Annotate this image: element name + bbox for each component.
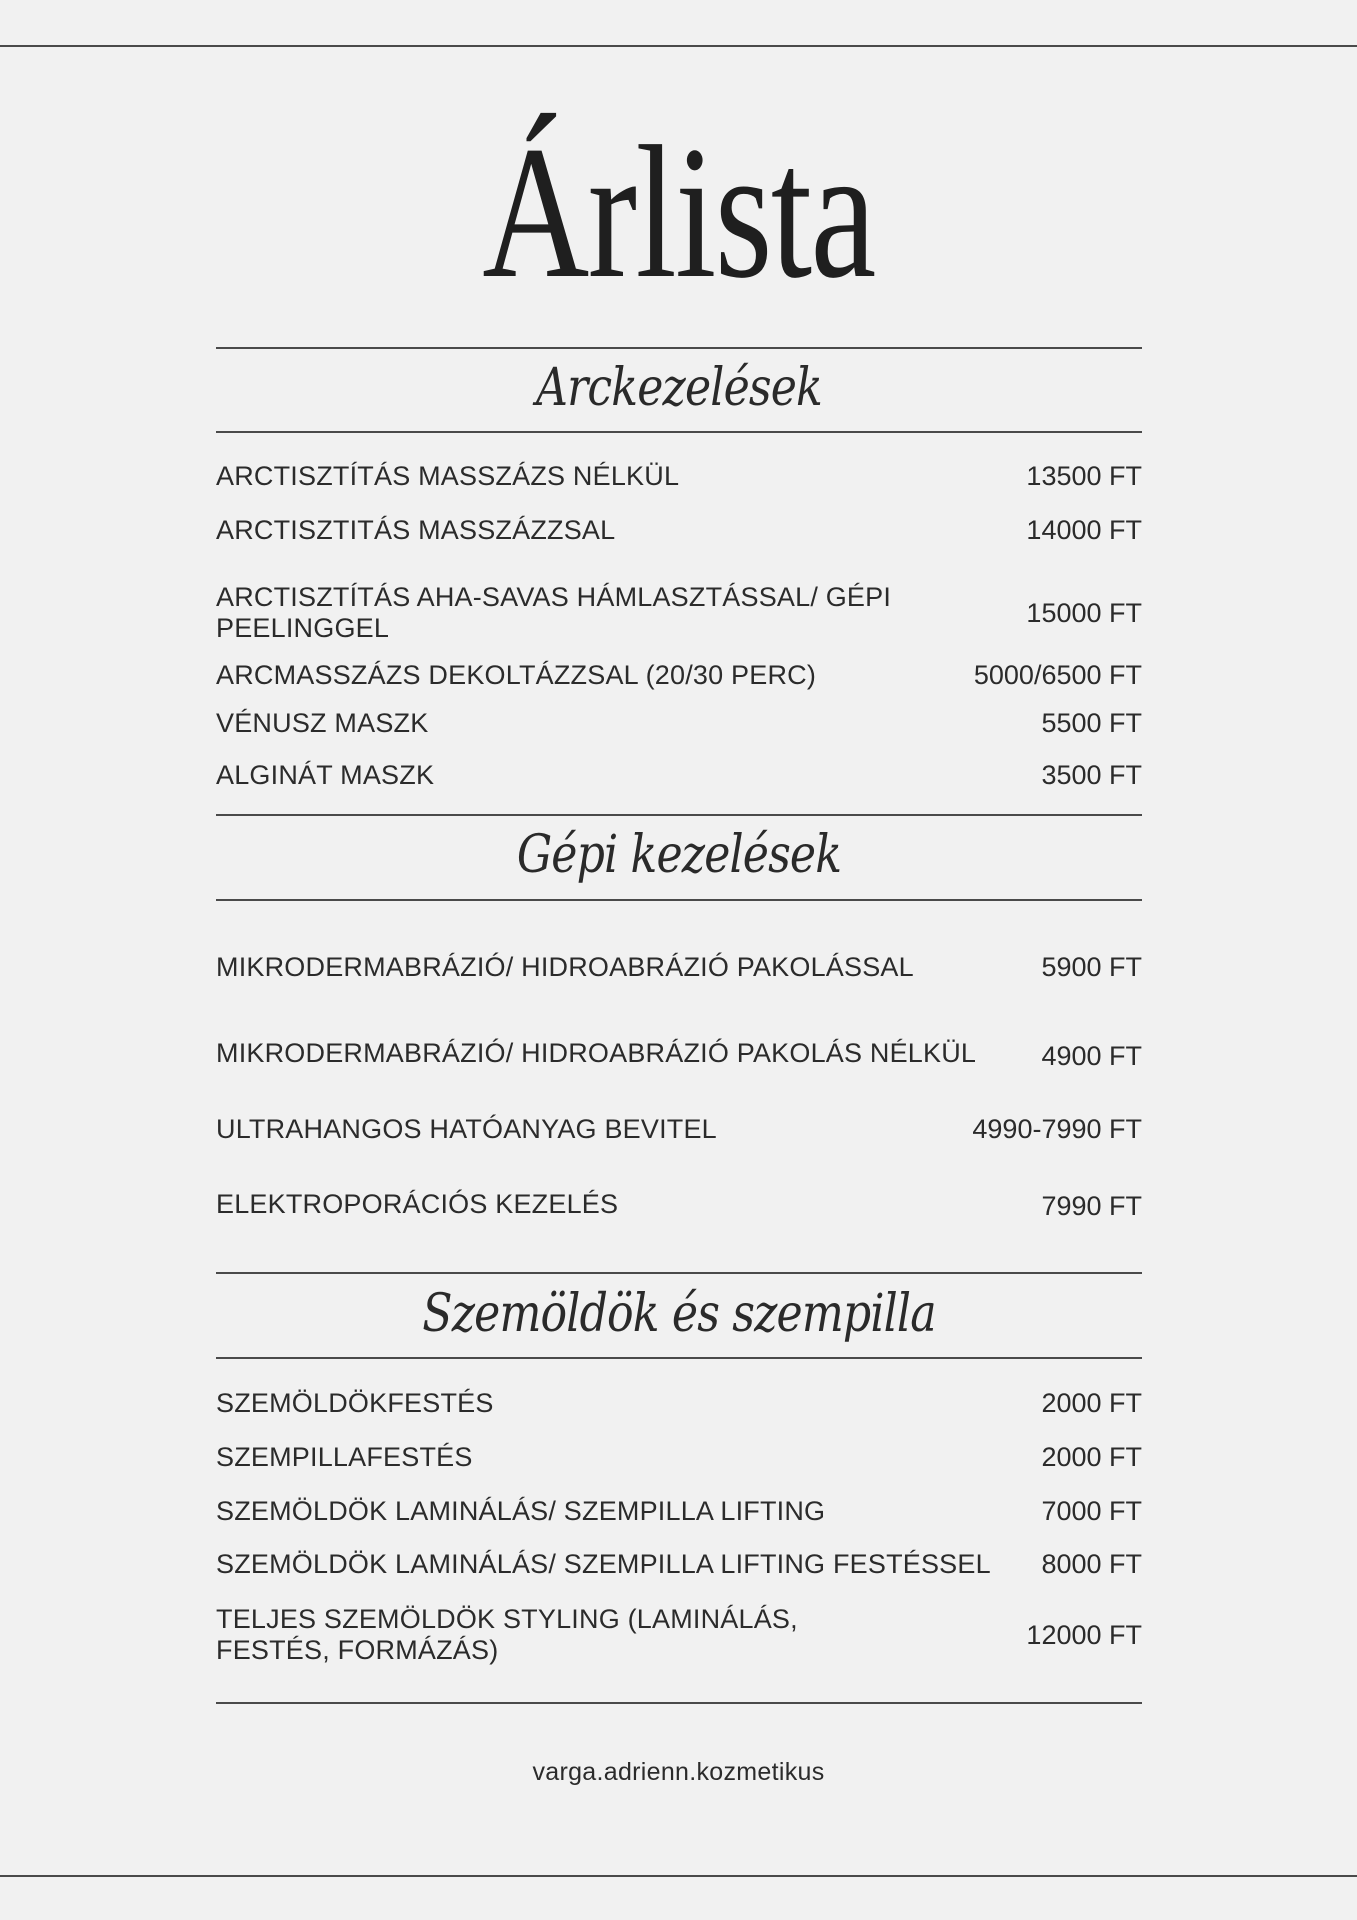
service-price: 7000 FT (1041, 1496, 1142, 1526)
service-name: ALGINÁT MASZK (216, 760, 435, 790)
section-divider (216, 814, 1142, 816)
price-row (216, 1388, 1142, 1419)
service-name: SZEMPILLAFESTÉS (216, 1442, 473, 1472)
price-row (216, 708, 1142, 739)
service-name: ARCMASSZÁZS DEKOLTÁZZSAL (20/30 PERC) (216, 660, 817, 690)
section-divider (216, 431, 1142, 433)
service-name: ELEKTROPORÁCIÓS KEZELÉS (216, 1189, 619, 1219)
bottom-border-rule (0, 1875, 1357, 1877)
service-name: MIKRODERMABRÁZIÓ/ HIDROABRÁZIÓ PAKOLÁS NÉLKÜL (216, 1038, 977, 1068)
service-price: 14000 FT (1026, 515, 1142, 545)
service-name: TELJES SZEMÖLDÖK STYLING (LAMINÁLÁS, FESTÉS, FORMÁZÁS) (216, 1604, 798, 1665)
service-name: ARCTISZTÍTÁS AHA-SAVAS HÁMLASZTÁSSAL/ GÉPI PEELINGGEL (216, 582, 892, 643)
section-divider (216, 347, 1142, 349)
service-name: ULTRAHANGOS HATÓANYAG BEVITEL (216, 1114, 717, 1144)
price-row (216, 1114, 1142, 1145)
service-price: 5000/6500 FT (973, 660, 1142, 690)
service-price: 3500 FT (1041, 760, 1142, 790)
price-row (216, 1442, 1142, 1473)
service-price: 5900 FT (1041, 952, 1142, 982)
service-name: ARCTISZTÍTÁS MASSZÁZS NÉLKÜL (216, 461, 680, 491)
service-name: SZEMÖLDÖKFESTÉS (216, 1388, 494, 1418)
bottom-divider (216, 1702, 1142, 1704)
section-title-gepi-kezelesek: Gépi kezelések (516, 825, 842, 885)
price-row (216, 760, 1142, 791)
price-row (216, 1604, 1142, 1666)
price-row (216, 1035, 1142, 1072)
page-title: Árlista (482, 108, 875, 318)
service-price: 5500 FT (1041, 708, 1142, 738)
price-row (216, 1496, 1142, 1527)
section-title-arckezelesek: Arckezelések (536, 358, 822, 418)
price-row (216, 461, 1142, 492)
service-name: SZEMÖLDÖK LAMINÁLÁS/ SZEMPILLA LIFTING (216, 1496, 826, 1526)
service-price: 12000 FT (1026, 1619, 1142, 1650)
section-divider (216, 1272, 1142, 1274)
section-title-szemoldok-es-szempilla: Szemöldök és szempilla (422, 1284, 936, 1344)
service-price: 4900 FT (1041, 1041, 1142, 1071)
top-border-rule (0, 45, 1357, 47)
instagram-handle: varga.adrienn.kozmetikus (532, 1758, 825, 1786)
service-price: 2000 FT (1041, 1442, 1142, 1472)
price-row (216, 515, 1142, 546)
price-row (216, 660, 1142, 691)
section-divider (216, 899, 1142, 901)
price-row (216, 1549, 1142, 1580)
service-price: 15000 FT (1026, 597, 1142, 628)
service-name: ARCTISZTITÁS MASSZÁZZSAL (216, 515, 616, 545)
service-name: SZEMÖLDÖK LAMINÁLÁS/ SZEMPILLA LIFTING FESTÉSSEL (216, 1549, 991, 1579)
price-row (216, 952, 1142, 983)
service-price: 2000 FT (1041, 1388, 1142, 1418)
section-divider (216, 1357, 1142, 1359)
service-price: 4990-7990 FT (972, 1114, 1142, 1144)
service-price: 7990 FT (1041, 1191, 1142, 1221)
service-price: 8000 FT (1041, 1549, 1142, 1579)
price-row (216, 1187, 1142, 1222)
price-row (216, 582, 1142, 644)
service-name: VÉNUSZ MASZK (216, 708, 429, 738)
service-price: 13500 FT (1026, 461, 1142, 491)
service-name: MIKRODERMABRÁZIÓ/ HIDROABRÁZIÓ PAKOLÁSSAL (216, 952, 914, 982)
